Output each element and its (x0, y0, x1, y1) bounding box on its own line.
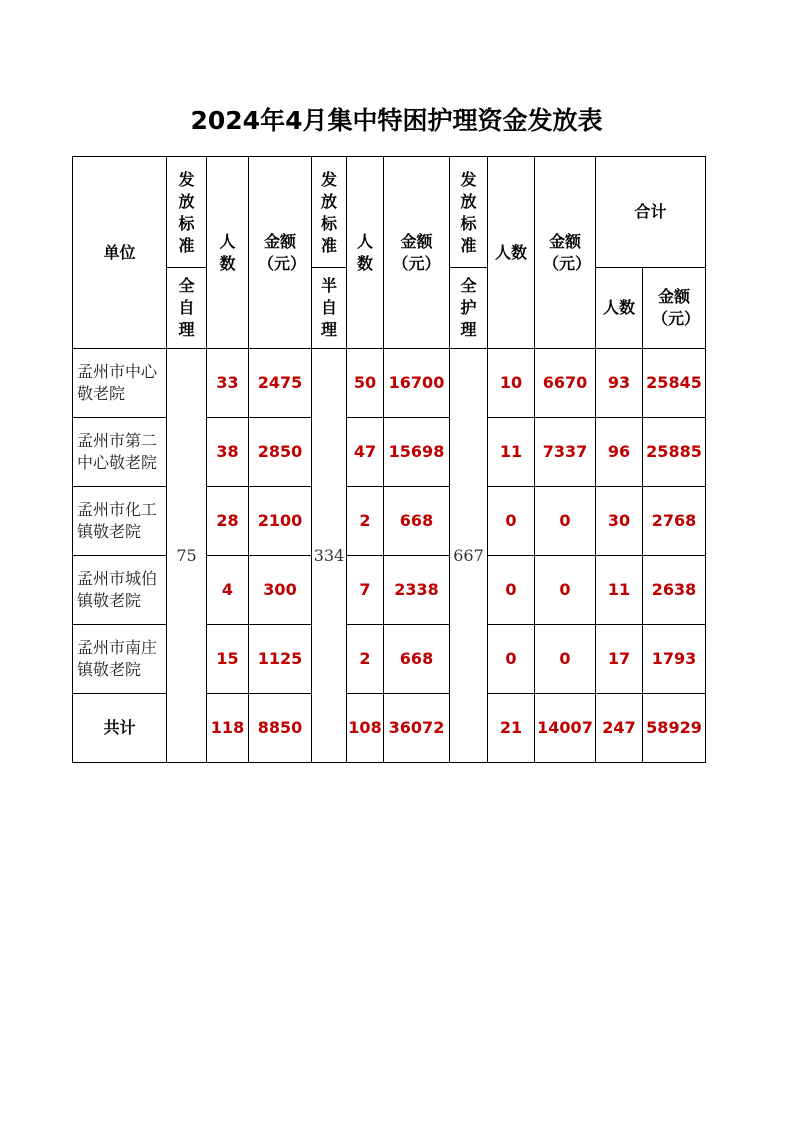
amount-header-3: 金额（元） (535, 157, 596, 349)
unit-name: 孟州市中心敬老院 (73, 349, 167, 418)
unit-name: 孟州市化工镇敬老院 (73, 487, 167, 556)
total-people: 96 (596, 418, 643, 487)
g2-amount: 16700 (384, 349, 450, 418)
table-row (73, 349, 706, 418)
amount-header-1: 金额（元） (249, 157, 312, 349)
g2-people: 7 (347, 556, 384, 625)
g1-people: 38 (207, 418, 249, 487)
grand-total-amount: 58929 (643, 694, 706, 763)
g1-people: 28 (207, 487, 249, 556)
g1-people: 4 (207, 556, 249, 625)
g2-amount: 668 (384, 487, 450, 556)
unit-name: 孟州市城伯镇敬老院 (73, 556, 167, 625)
g2-people: 47 (347, 418, 384, 487)
people-header-3: 人数 (488, 157, 535, 349)
unit-header: 单位 (73, 157, 167, 349)
total-amount: 2768 (643, 487, 706, 556)
g1-people: 33 (207, 349, 249, 418)
g2-people: 2 (347, 625, 384, 694)
standard-header-3: 发 放 标 准 (450, 157, 488, 268)
total-people: 17 (596, 625, 643, 694)
g3-amount: 7337 (535, 418, 596, 487)
g2-amount-total: 36072 (384, 694, 450, 763)
g1-amount: 300 (249, 556, 312, 625)
total-amount: 25845 (643, 349, 706, 418)
total-amount-header: 金额（元） (643, 268, 706, 349)
standard-value-1: 75 (167, 349, 207, 763)
grand-total-people: 247 (596, 694, 643, 763)
unit-name: 孟州市第二中心敬老院 (73, 418, 167, 487)
total-label: 共计 (73, 694, 167, 763)
g1-amount-total: 8850 (249, 694, 312, 763)
g2-people-total: 108 (347, 694, 384, 763)
total-amount: 1793 (643, 625, 706, 694)
g3-people: 0 (488, 556, 535, 625)
g3-people: 0 (488, 625, 535, 694)
people-header-2: 人 数 (347, 157, 384, 349)
type-full-self-care: 全 自 理 (167, 268, 207, 349)
total-amount: 25885 (643, 418, 706, 487)
g3-amount: 0 (535, 487, 596, 556)
unit-name: 孟州市南庄镇敬老院 (73, 625, 167, 694)
total-people: 11 (596, 556, 643, 625)
g3-amount-total: 14007 (535, 694, 596, 763)
g3-people-total: 21 (488, 694, 535, 763)
amount-header-2: 金额（元） (384, 157, 450, 349)
g2-amount: 668 (384, 625, 450, 694)
g1-amount: 2100 (249, 487, 312, 556)
g1-people-total: 118 (207, 694, 249, 763)
total-people: 30 (596, 487, 643, 556)
payment-table (72, 156, 706, 763)
g1-amount: 2850 (249, 418, 312, 487)
standard-value-2: 334 (312, 349, 347, 763)
standard-header-1: 发 放 标 准 (167, 157, 207, 268)
total-amount: 2638 (643, 556, 706, 625)
g2-amount: 2338 (384, 556, 450, 625)
g2-people: 50 (347, 349, 384, 418)
people-header-1: 人 数 (207, 157, 249, 349)
g1-people: 15 (207, 625, 249, 694)
g3-amount: 0 (535, 556, 596, 625)
g3-people: 10 (488, 349, 535, 418)
type-full-care: 全 护 理 (450, 268, 488, 349)
g3-people: 11 (488, 418, 535, 487)
standard-value-3: 667 (450, 349, 488, 763)
total-people-header: 人数 (596, 268, 643, 349)
total-header: 合计 (596, 157, 706, 268)
header-row-1 (73, 157, 706, 268)
page-title: 2024年4月集中特困护理资金发放表 (190, 106, 603, 135)
g1-amount: 2475 (249, 349, 312, 418)
type-half-self-care: 半 自 理 (312, 268, 347, 349)
g2-amount: 15698 (384, 418, 450, 487)
g3-amount: 6670 (535, 349, 596, 418)
g3-amount: 0 (535, 625, 596, 694)
g1-amount: 1125 (249, 625, 312, 694)
standard-header-2: 发 放 标 准 (312, 157, 347, 268)
g2-people: 2 (347, 487, 384, 556)
total-people: 93 (596, 349, 643, 418)
g3-people: 0 (488, 487, 535, 556)
